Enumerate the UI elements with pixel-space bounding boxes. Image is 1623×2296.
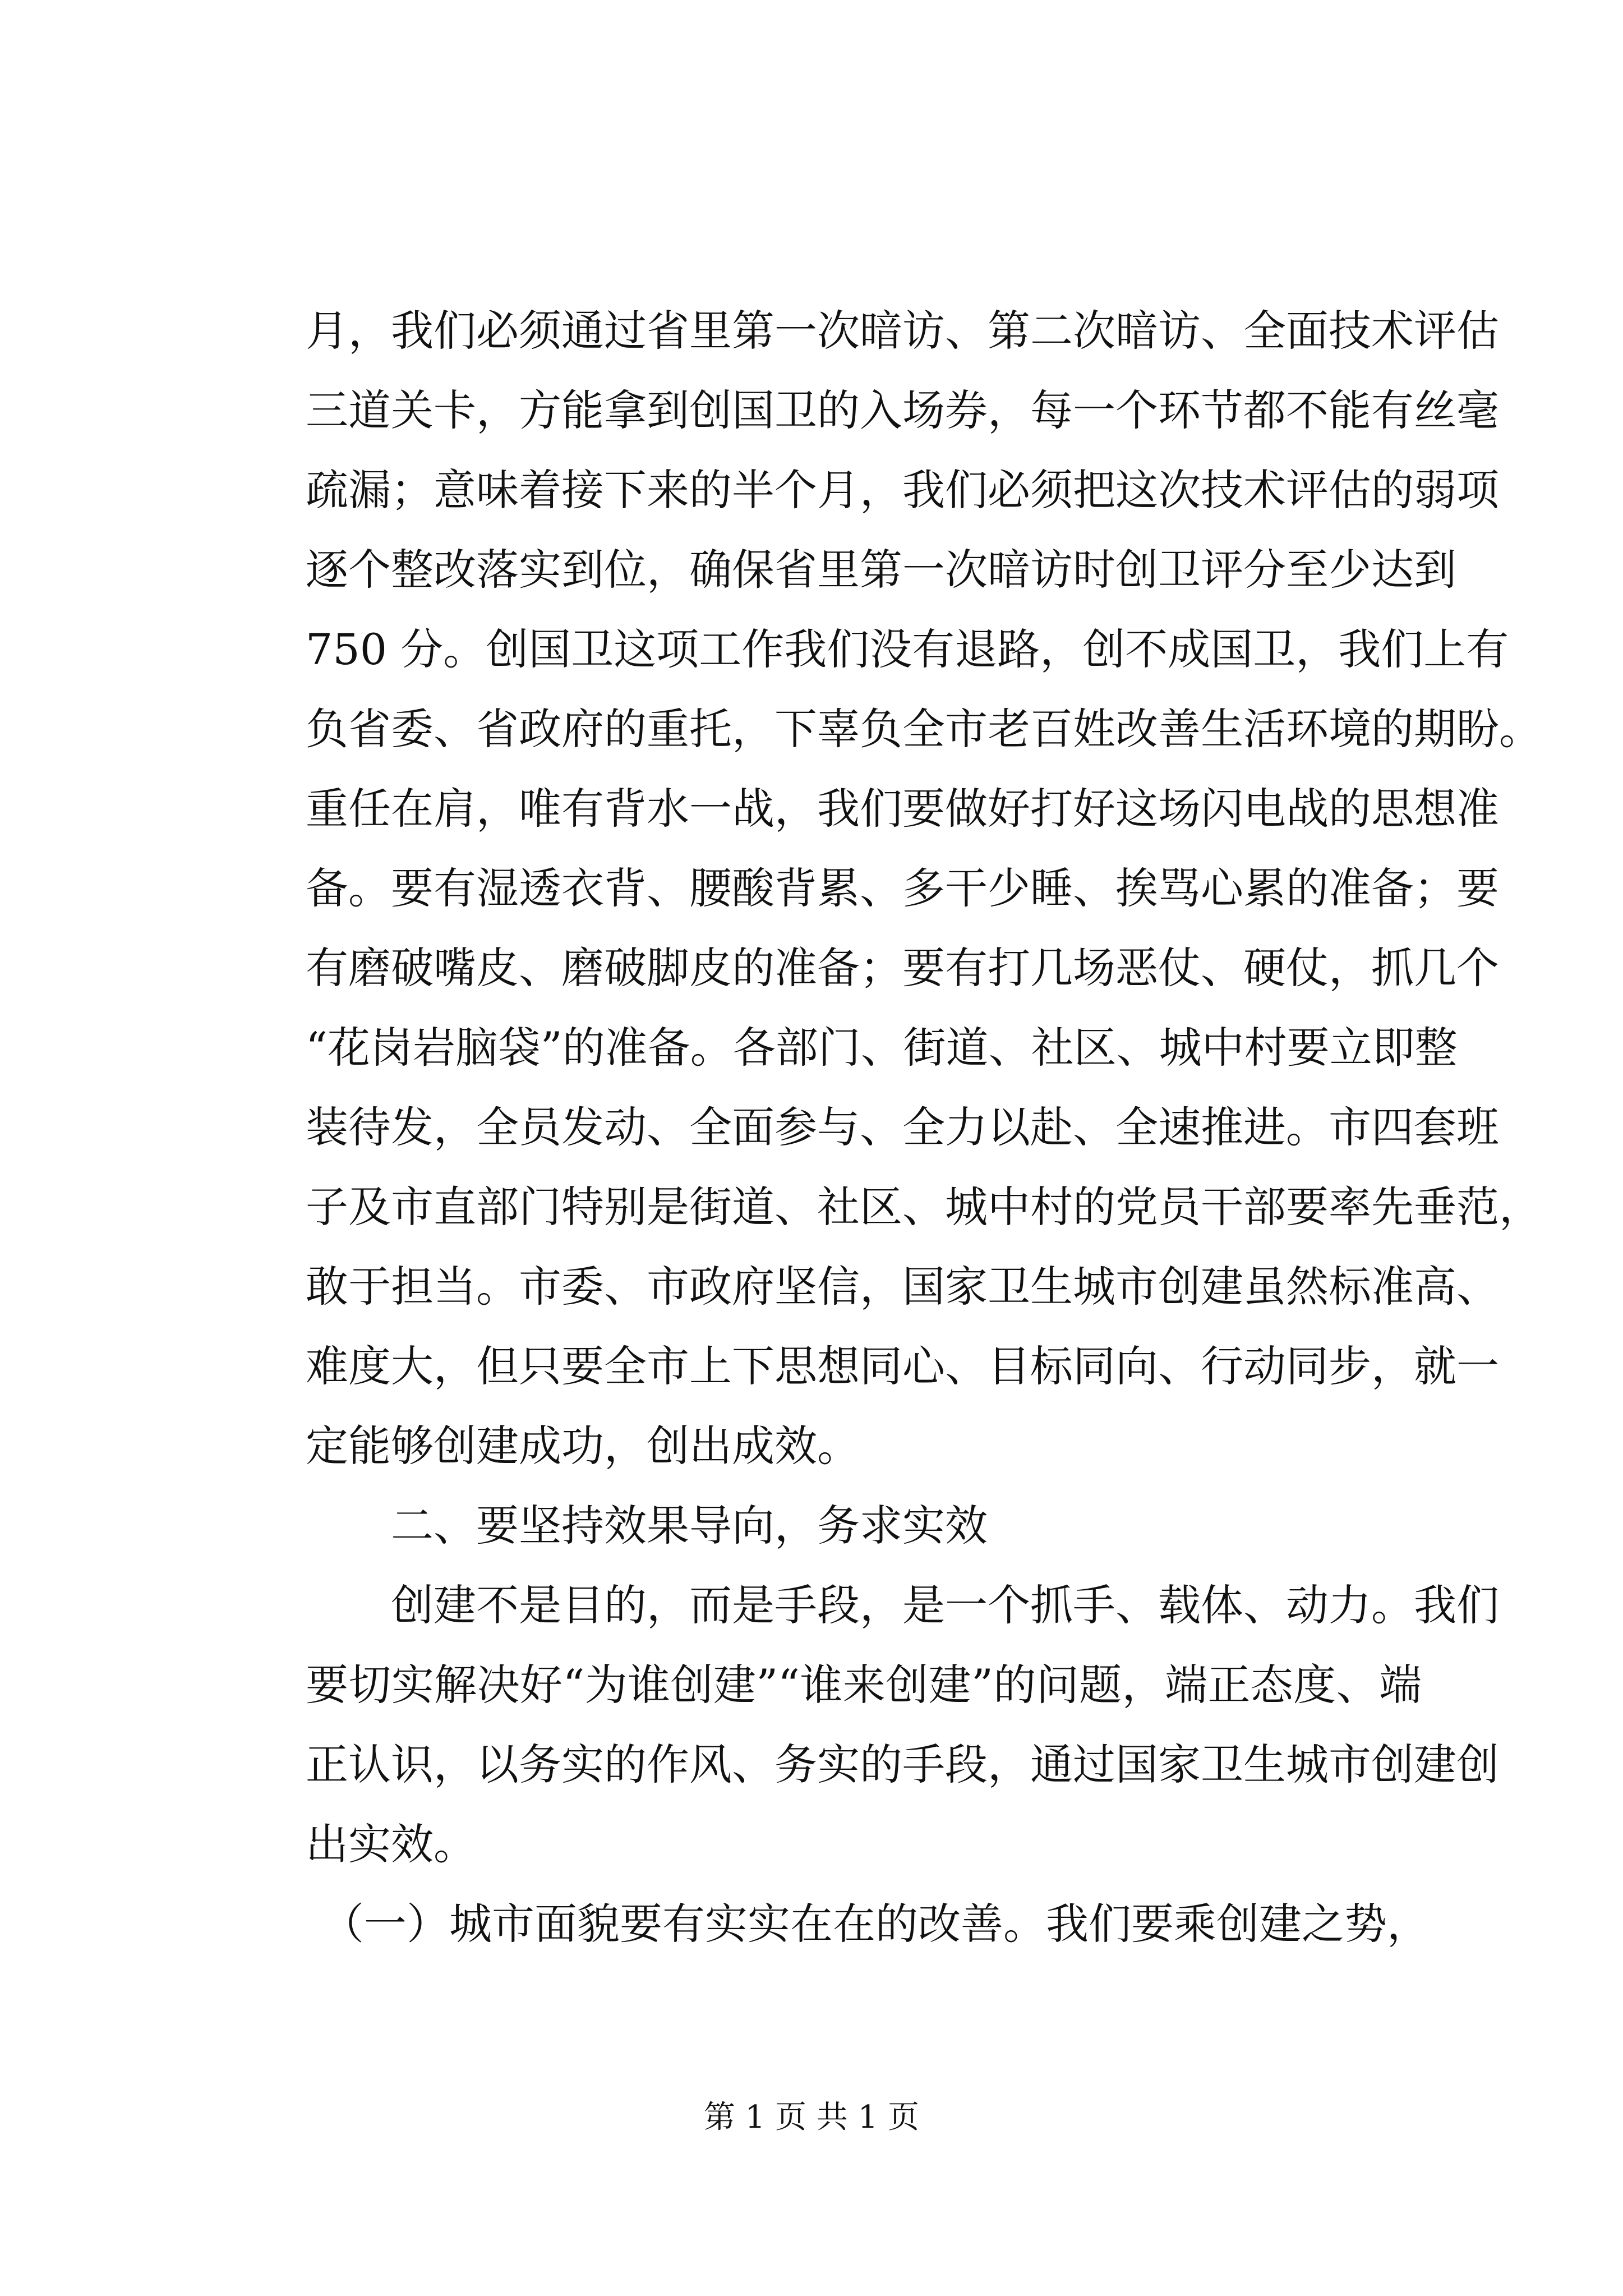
text-line: 装待发，全员发动、全面参与、全力以赴、全速推进。市四套班 [306, 1102, 1499, 1152]
text-line: 正认识，以务实的作风、务实的手段，通过国家卫生城市创建创 [306, 1740, 1499, 1789]
text-line: 出实效。 [306, 1819, 476, 1869]
text-line: 三道关卡，方能拿到创国卫的入场券，每一个环节都不能有丝毫 [306, 385, 1499, 435]
text-line: 750 分。创国卫这项工作我们没有退路，创不成国卫，我们上有 [306, 624, 1509, 674]
text-line: 负省委、省政府的重托，下辜负全市老百姓改善生活环境的期盼。 [306, 704, 1542, 754]
text-line: 难度大，但只要全市上下思想同心、目标同向、行动同步，就一 [306, 1341, 1499, 1391]
text-line: 逐个整改落实到位，确保省里第一次暗访时创卫评分至少达到 [306, 545, 1456, 595]
text-line: 有磨破嘴皮、磨破脚皮的准备；要有打几场恶仗、硬仗，抓几个 [306, 943, 1499, 993]
text-line: 疏漏；意味着接下来的半个月，我们必须把这次技术评估的弱项 [306, 465, 1499, 515]
text-line: 重任在肩，唯有背水一战，我们要做好打好这场闪电战的思想准 [306, 784, 1499, 834]
text-line: 子及市直部门特别是街道、社区、城中村的党员干部要率先垂范， [306, 1182, 1542, 1232]
text-line: 要切实解决好“为谁创建”“谁来创建”的问题，端正态度、端 [306, 1660, 1422, 1710]
subsection-line: （一）城市面貌要有实实在在的改善。我们要乘创建之势， [321, 1899, 1430, 1949]
page-footer: 第 1 页 共 1 页 [703, 2099, 920, 2136]
text-line: 定能够创建成功，创出成效。 [306, 1421, 860, 1471]
text-line: 创建不是目的，而是手段，是一个抓手、载体、动力。我们 [391, 1580, 1499, 1630]
section-heading: 二、要坚持效果导向，务求实效 [391, 1501, 988, 1550]
text-line: 备。要有湿透衣背、腰酸背累、多干少睡、挨骂心累的准备；要 [306, 863, 1499, 913]
text-line: 月，我们必须通过省里第一次暗访、第二次暗访、全面技术评估 [306, 306, 1499, 356]
text-line: 敢于担当。市委、市政府坚信，国家卫生城市创建虽然标准高、 [306, 1262, 1499, 1312]
text-line: “花岗岩脑袋”的准备。各部门、街道、社区、城中村要立即整 [306, 1023, 1458, 1073]
